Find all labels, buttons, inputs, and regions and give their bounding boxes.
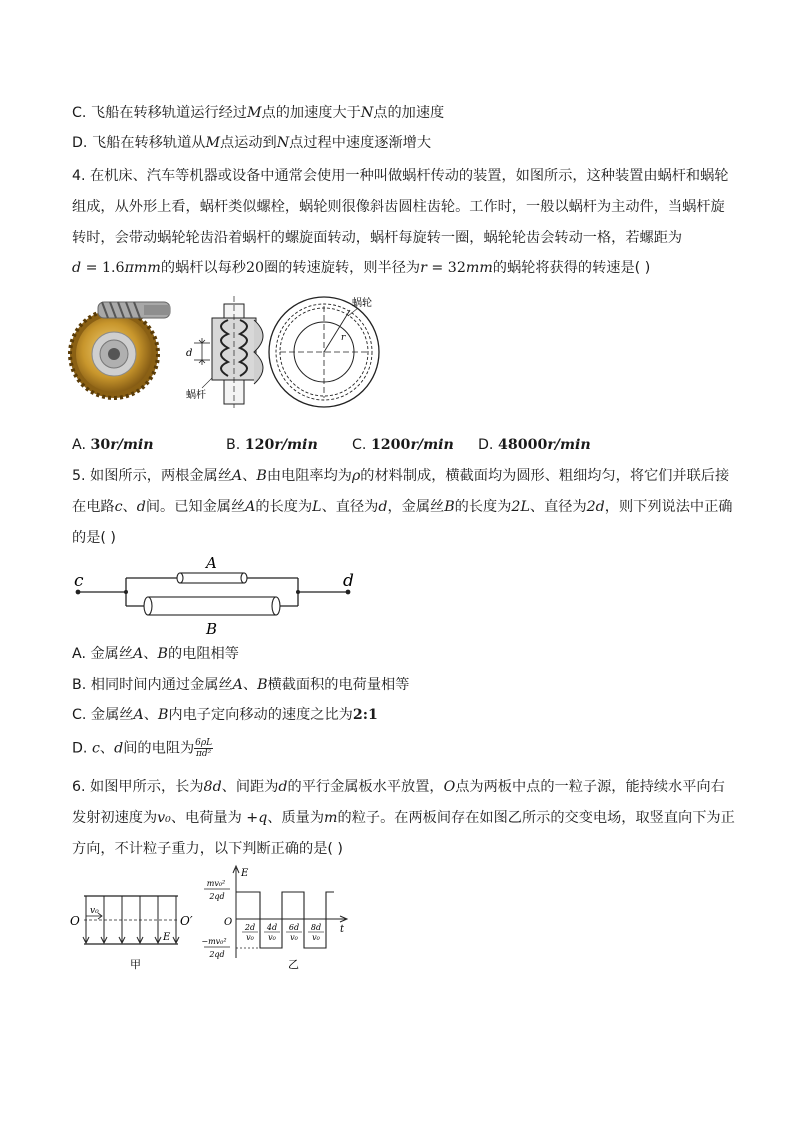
caption-jia: 甲: [130, 958, 141, 971]
wire-b: [144, 597, 280, 615]
tick-4-den: v₀: [312, 933, 320, 942]
q3-option-d: D. 飞船在转移轨道从M点运动到N点过程中速度逐渐增大: [72, 135, 432, 151]
q4-option-c: C. 1200r/min: [352, 437, 454, 453]
level-top-num: mv₀²: [206, 879, 226, 888]
figure-jia-plates: [68, 880, 193, 972]
q4-stem-line2: 组成，从外形上看，蜗杆类似螺栓，蜗轮则很像斜齿圆柱齿轮。工作时，一般以蜗杆为主动件，当蜗杆旋: [72, 199, 725, 215]
worm-wheel: [269, 297, 379, 407]
q4-stem-line4: d = 1.6πmm的蜗杆以每秒20圈的转速旋转，则半径为r = 32mm的蜗轮将获得的转速是( ): [72, 260, 651, 276]
level-bottom-den: 2qd: [209, 950, 225, 959]
q6-stem-line3: 方向，不计粒子重力，以下判断正确的是( ): [72, 841, 343, 857]
q5-stem-line3: 的是( ): [72, 530, 116, 546]
label-r: r: [341, 333, 346, 343]
q5-stem-line1: 5. 如图所示，两根金属丝A、B由电阻率均为ρ的材料制成，横截面均为圆形、粗细均匀，将它们并联后接: [72, 468, 730, 484]
label-d-terminal: d: [343, 571, 354, 591]
worm-screw: [212, 296, 263, 408]
label-e-axis: E: [241, 868, 249, 879]
q5-stem-line2: 在电路c、d间。已知金属丝A的长度为L、直径为d，金属丝B的长度为2L、直径为2d，则下列说法中正确: [72, 499, 733, 515]
label-worm: 蜗杆: [186, 390, 206, 401]
caption-yi: 乙: [288, 958, 299, 971]
tick-2-num: 4d: [266, 923, 278, 932]
label-o-prime: O′: [180, 914, 193, 928]
q6-stem-line2: 发射初速度为v₀、电荷量为 +q、质量为m的粒子。在两板间存在如图乙所示的交变电场，取竖直向下为正: [72, 810, 735, 826]
tick-4-num: 8d: [310, 923, 322, 932]
label-o: O: [70, 914, 80, 928]
pitch-d-marker: [186, 338, 210, 365]
q4-option-a: A. 30r/min: [72, 437, 154, 453]
label-origin: O: [224, 917, 233, 928]
q5-option-d: D. c、d间的电阻为 $\frac{6\rho L}{\text{πd²}}$: [72, 738, 213, 759]
tick-3-num: 6d: [288, 923, 300, 932]
label-c: c: [74, 571, 84, 591]
label-wire-a: A: [206, 554, 217, 572]
tick-2-den: v₀: [268, 933, 276, 942]
label-t-axis: t: [340, 924, 345, 935]
parallel-wires-circuit: [70, 552, 360, 640]
time-ticks: [242, 923, 324, 942]
label-v0: v₀: [90, 906, 99, 916]
label-e-field: E: [163, 932, 171, 943]
tick-1-den: v₀: [246, 933, 254, 942]
q6-stem-line1: 6. 如图甲所示，长为8d、间距为d的平行金属板水平放置，O点为两板中点的一粒子源，能持续水平向右: [72, 779, 725, 795]
q5-option-a: A. 金属丝A、B的电阻相等: [72, 646, 239, 662]
q5-option-b: B. 相同时间内通过金属丝A、B横截面积的电荷量相等: [72, 677, 410, 693]
tick-3-den: v₀: [290, 933, 298, 942]
wire-a: [177, 573, 247, 583]
q4-option-d: D. 48000r/min: [478, 437, 591, 453]
q3-option-c: C. 飞船在转移轨道运行经过M点的加速度大于N点的加速度: [72, 105, 445, 121]
label-wire-b: B: [206, 620, 218, 638]
q5-option-c: C. 金属丝A、B内电子定向移动的速度之比为2:1: [72, 707, 378, 723]
tick-1-num: 2d: [244, 923, 256, 932]
level-bottom-num: −mv₀²: [201, 937, 227, 946]
label-worm-wheel: 蜗轮: [352, 298, 372, 309]
q4-stem-line3: 转时，会带动蜗轮轮齿沿着蜗杆的螺旋面转动，蜗杆每旋转一圈，蜗轮轮齿会转动一格，若螺距为: [72, 230, 683, 246]
worm-gear-photo: [70, 296, 170, 406]
figure-yi-field-graph: [196, 862, 356, 972]
q4-stem-line1: 4. 在机床、汽车等机器或设备中通常会使用一种叫做蜗杆传动的装置，如图所示，这种装置由蜗杆和蜗轮: [72, 168, 729, 184]
resistance-fraction: $\frac{6\rho L}{\text{πd²}}$: [195, 738, 213, 759]
q4-option-b: B. 120r/min: [226, 437, 318, 453]
label-d: d: [186, 348, 193, 359]
worm-gear-diagram: [180, 296, 380, 408]
worm-shaft: [98, 302, 170, 318]
level-top-den: 2qd: [209, 892, 225, 901]
